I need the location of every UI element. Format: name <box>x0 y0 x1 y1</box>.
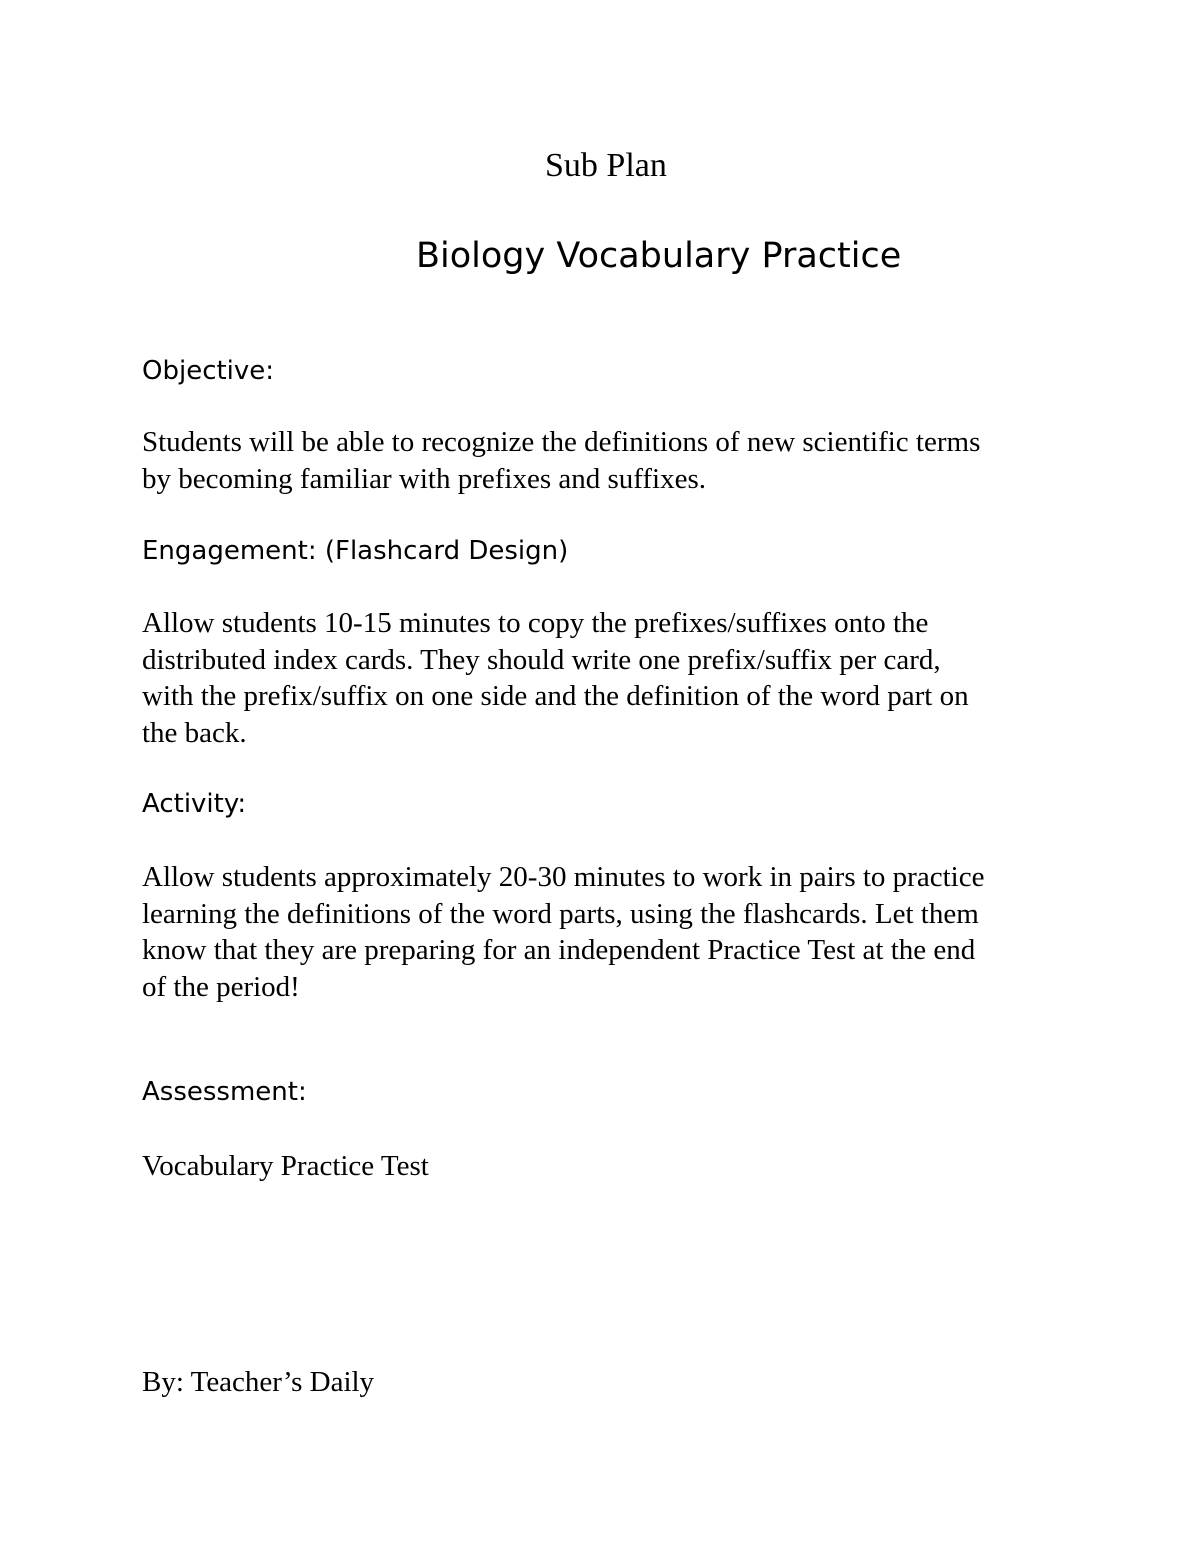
engagement-text: Allow students 10-15 minutes to copy the prefixes/suffixes onto the distributed index cards. They should write one prefix/suffix per card, with the prefix/suffix on one side and the definition of the word part on the back. <box>142 607 969 749</box>
engagement-heading: Engagement: (Flashcard Design) <box>142 536 569 566</box>
page-title: Biology Vocabulary Practice <box>416 236 902 276</box>
sub-plan-label: Sub Plan <box>545 147 667 184</box>
activity-text: Allow students approximately 20-30 minutes to work in pairs to practice learning the definitions of the word parts, using the flashcards. Let them know that they are preparing for an independent Practice Test at the end of the period! <box>142 861 985 1003</box>
assessment-heading: Assessment: <box>142 1077 307 1107</box>
activity-heading: Activity: <box>142 789 247 819</box>
assessment-text: Vocabulary Practice Test <box>142 1150 429 1182</box>
objective-text: Students will be able to recognize the definitions of new scientific terms by becoming familiar with prefixes and suffixes. <box>142 426 981 495</box>
byline: By: Teacher’s Daily <box>142 1366 375 1398</box>
objective-heading: Objective: <box>142 356 275 386</box>
